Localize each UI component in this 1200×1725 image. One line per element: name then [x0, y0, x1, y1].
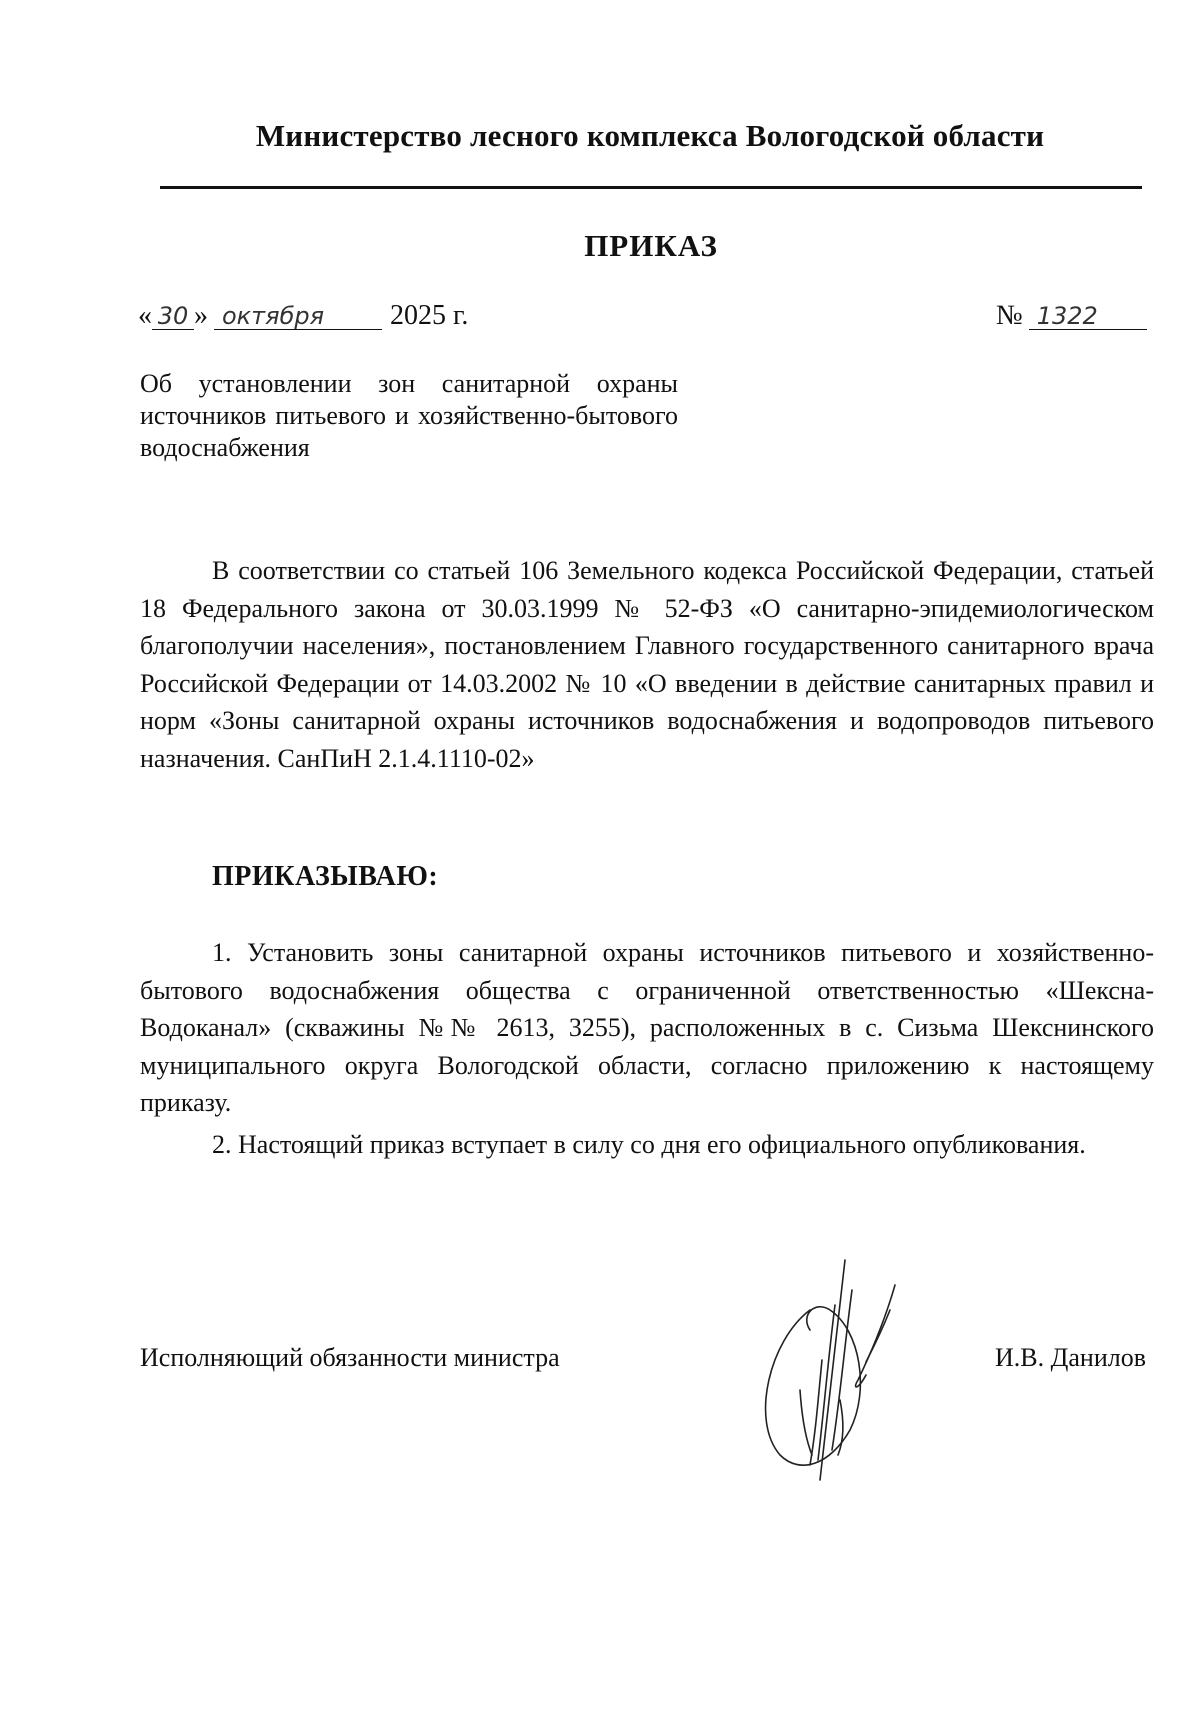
order-item-2	[140, 1126, 1154, 1164]
order-date	[138, 300, 468, 332]
date-close-quote: »	[194, 300, 208, 331]
document-title: ПРИКАЗ	[584, 228, 718, 263]
order-item-1	[140, 934, 1154, 1122]
date-year: 2025 г.	[390, 300, 469, 331]
date-month-handwritten: октября	[214, 303, 382, 330]
order-number	[996, 300, 1147, 332]
signer-name: И.В. Данилов	[995, 1343, 1146, 1372]
number-prefix: №	[996, 300, 1023, 331]
number-handwritten: 1322	[1029, 303, 1147, 330]
preamble-text: В соответствии со статьей 106 Земельного кодекса Российской Федерации, статьей 18 Федерального закона от 30.03.1999 № 52-ФЗ «О санитарно-эпидемиологическом благополучии населения», постановлением Главного государственного санитарного врача Российской Федерации от 14.03.2002 № 10 «О введении в действие санитарных правил и норм «Зоны санитарной охраны источников водоснабжения и водопроводов питьевого назначения. СанПиН 2.1.4.1110-02»	[140, 556, 1154, 773]
handwritten-signature	[740, 1250, 940, 1490]
order-subject: Об установлении зон санитарной охраны источников питьевого и хозяйственно-бытового водоснабжения	[140, 369, 678, 462]
date-open-quote: «	[138, 300, 152, 331]
date-day-handwritten: 30	[152, 303, 194, 330]
order-item-2-text: 2. Настоящий приказ вступает в силу со дня его официального опубликования.	[212, 1130, 1086, 1159]
order-directive-heading: ПРИКАЗЫВАЮ:	[212, 861, 439, 892]
ministry-heading: Министерство лесного комплекса Вологодской области	[255, 118, 1045, 153]
order-item-1-text: 1. Установить зоны санитарной охраны источников питьевого и хозяйственно-бытового водоснабжения общества с ограниченной ответственностью «Шексна-Водоканал» (скважины №№ 2613, 3255), расположенных в с. Сизьма Шекснинского муниципального округа Вологодской области, согласно приложению к настоящему приказу.	[140, 938, 1154, 1117]
signer-position: Исполняющий обязанности министра	[140, 1343, 560, 1372]
header-divider	[160, 186, 1142, 189]
preamble-paragraph	[140, 552, 1154, 777]
